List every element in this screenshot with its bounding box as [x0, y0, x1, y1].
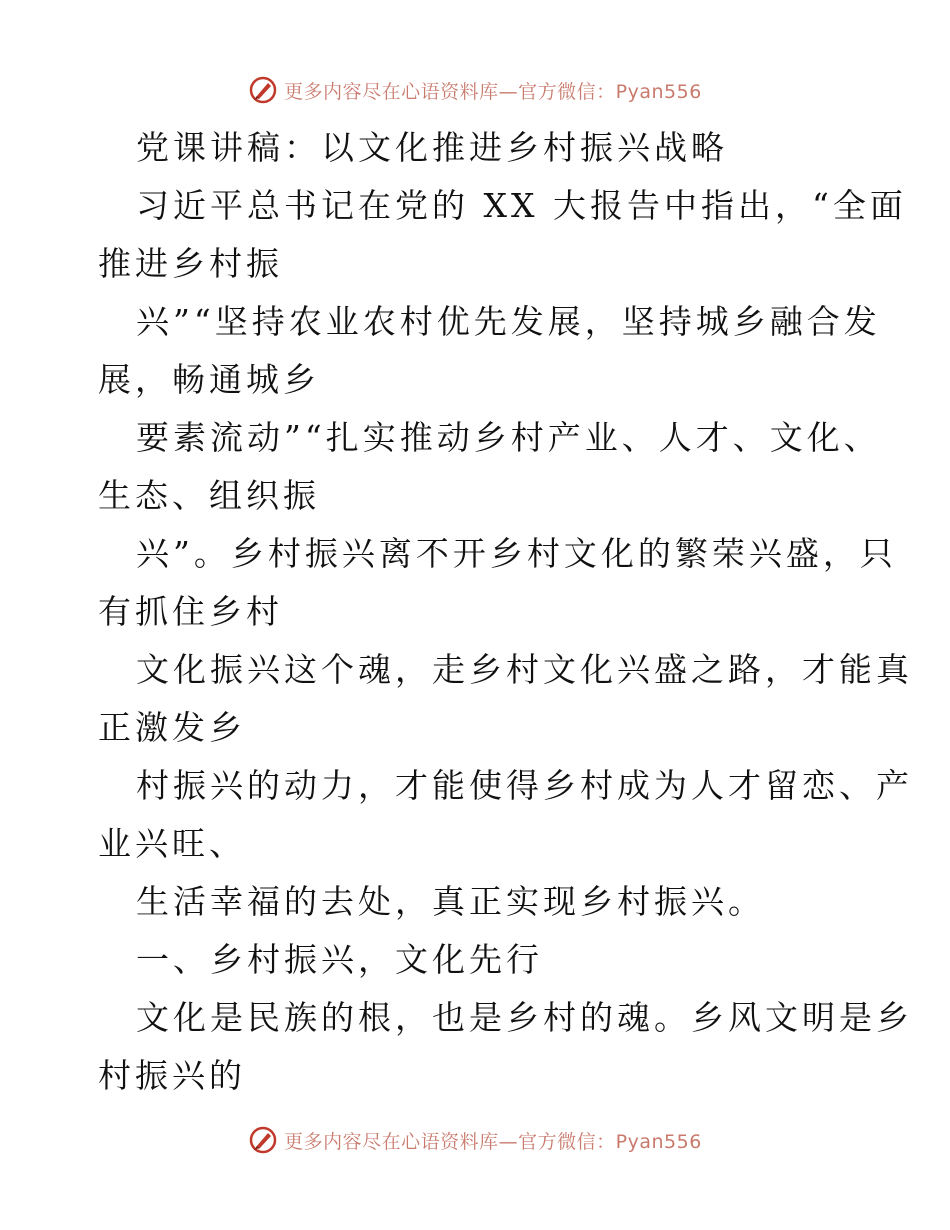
paragraph-line: 正激发乡: [98, 708, 246, 747]
paragraph-line: 兴”。乡村振兴离不开乡村文化的繁荣兴盛，只: [136, 534, 897, 573]
paragraph-line: 文化是民族的根，也是乡村的魂。乡风文明是乡: [136, 998, 913, 1037]
footer-watermark: [0, 1120, 950, 1160]
paragraph-line: 生活幸福的去处，真正实现乡村振兴。: [136, 882, 765, 921]
paragraph-line: 要素流动”“扎实推动乡村产业、人才、文化、: [136, 418, 881, 457]
document-title: 党课讲稿：以文化推进乡村振兴战略: [136, 128, 728, 167]
paragraph-line: 兴”“坚持农业农村优先发展，坚持城乡融合发: [136, 302, 881, 341]
header-watermark: [0, 70, 950, 110]
paragraph-line: 文化振兴这个魂，走乡村文化兴盛之路，才能真: [136, 650, 913, 689]
watermark-text: 更多内容尽在心语资料库—官方微信：Pyan556: [284, 1130, 702, 1153]
pen-logo-icon: [248, 1125, 278, 1155]
pen-logo-icon: [248, 75, 278, 105]
paragraph-line: 有抓住乡村: [98, 592, 283, 631]
paragraph-line: 村振兴的动力，才能使得乡村成为人才留恋、产: [136, 766, 913, 805]
paragraph-line: 展，畅通城乡: [98, 360, 320, 399]
paragraph-line: 推进乡村振: [98, 244, 283, 283]
paragraph-line: 生态、组织振: [98, 476, 320, 515]
watermark-text: 更多内容尽在心语资料库—官方微信：Pyan556: [284, 80, 702, 103]
section-heading: 一、乡村振兴，文化先行: [136, 940, 543, 979]
paragraph-line: 村振兴的: [98, 1056, 246, 1095]
paragraph-line: 业兴旺、: [98, 824, 246, 863]
paragraph-line: 习近平总书记在党的 XX 大报告中指出，“全面: [136, 186, 907, 225]
